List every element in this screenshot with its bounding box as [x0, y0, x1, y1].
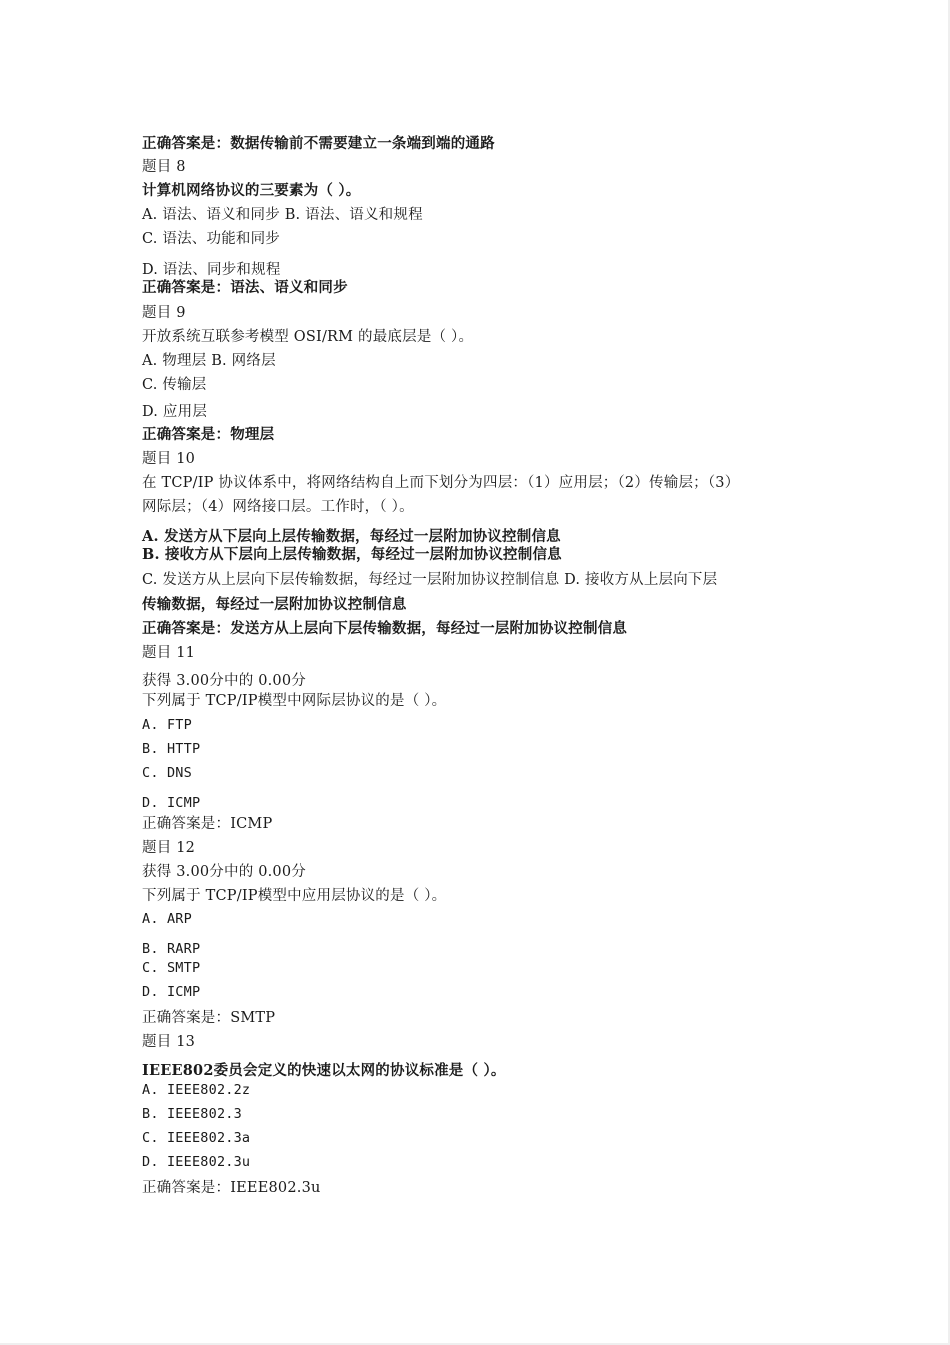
question-10-number: 题目 10 — [142, 451, 196, 467]
question-13-option-d: D. IEEE802.3u — [142, 1154, 251, 1170]
question-9-answer: 正确答案是：物理层 — [142, 426, 275, 443]
question-11-answer: 正确答案是：ICMP — [142, 816, 273, 832]
question-10-option-d-cont: 传输数据，每经过一层附加协议控制信息 — [142, 596, 407, 613]
question-10-text-line2: 网际层；（4）网络接口层。工作时，（ ）。 — [142, 499, 414, 515]
answer-prev: 正确答案是：数据传输前不需要建立一条端到端的通路 — [142, 135, 495, 152]
question-11-option-d: D. ICMP — [142, 795, 201, 811]
question-8-options-ab: A. 语法、语义和同步 B. 语法、语义和规程 — [142, 207, 423, 223]
question-12-number: 题目 12 — [142, 840, 196, 856]
question-11-option-b: B. HTTP — [142, 741, 201, 757]
question-11-option-c: C. DNS — [142, 765, 192, 781]
question-9-text: 开放系统互联参考模型 OSI/RM 的最底层是（ ）。 — [142, 329, 474, 345]
question-13-option-a: A. IEEE802.2z — [142, 1082, 251, 1098]
question-10-option-b: B. 接收方从下层向上层传输数据，每经过一层附加协议控制信息 — [142, 546, 562, 563]
question-13-option-c: C. IEEE802.3a — [142, 1130, 251, 1146]
question-11-option-a: A. FTP — [142, 717, 192, 733]
question-12-text: 下列属于 TCP/IP模型中应用层协议的是（ ）。 — [142, 888, 447, 904]
question-9-option-d: D. 应用层 — [142, 404, 208, 420]
question-13-answer: 正确答案是：IEEE802.3u — [142, 1180, 321, 1196]
question-9-number: 题目 9 — [142, 305, 186, 321]
question-9-option-c: C. 传输层 — [142, 377, 207, 393]
question-8-option-c: C. 语法、功能和同步 — [142, 231, 280, 247]
question-10-options-cd: C. 发送方从上层向下层传输数据，每经过一层附加协议控制信息 D. 接收方从上层向下层 — [142, 572, 718, 588]
question-8-text: 计算机网络协议的三要素为（ ）。 — [142, 182, 361, 199]
question-12-answer: 正确答案是：SMTP — [142, 1010, 276, 1026]
question-13-option-b: B. IEEE802.3 — [142, 1106, 242, 1122]
question-10-answer: 正确答案是：发送方从上层向下层传输数据，每经过一层附加协议控制信息 — [142, 620, 628, 637]
question-8-number: 题目 8 — [142, 159, 186, 175]
question-11-number: 题目 11 — [142, 645, 196, 661]
question-12-option-b: B. RARP — [142, 941, 201, 957]
question-12-option-c: C. SMTP — [142, 960, 201, 976]
question-12-option-a: A. ARP — [142, 911, 192, 927]
question-10-option-a: A. 发送方从下层向上层传输数据，每经过一层附加协议控制信息 — [142, 528, 561, 545]
question-8-option-d: D. 语法、同步和规程 — [142, 262, 281, 278]
question-9-options-ab: A. 物理层 B. 网络层 — [142, 353, 276, 369]
question-11-score: 获得 3.00分中的 0.00分 — [142, 673, 306, 689]
question-12-option-d: D. ICMP — [142, 984, 201, 1000]
question-13-text: IEEE802委员会定义的快速以太网的协议标准是（ ）。 — [142, 1062, 506, 1079]
question-8-answer: 正确答案是：语法、语义和同步 — [142, 279, 348, 296]
question-13-number: 题目 13 — [142, 1034, 196, 1050]
question-11-text: 下列属于 TCP/IP模型中网际层协议的是（ ）。 — [142, 693, 447, 709]
question-10-text-line1: 在 TCP/IP 协议体系中，将网络结构自上而下划分为四层：（1）应用层；（2）传输层；（3） — [142, 475, 740, 491]
question-12-score: 获得 3.00分中的 0.00分 — [142, 864, 306, 880]
